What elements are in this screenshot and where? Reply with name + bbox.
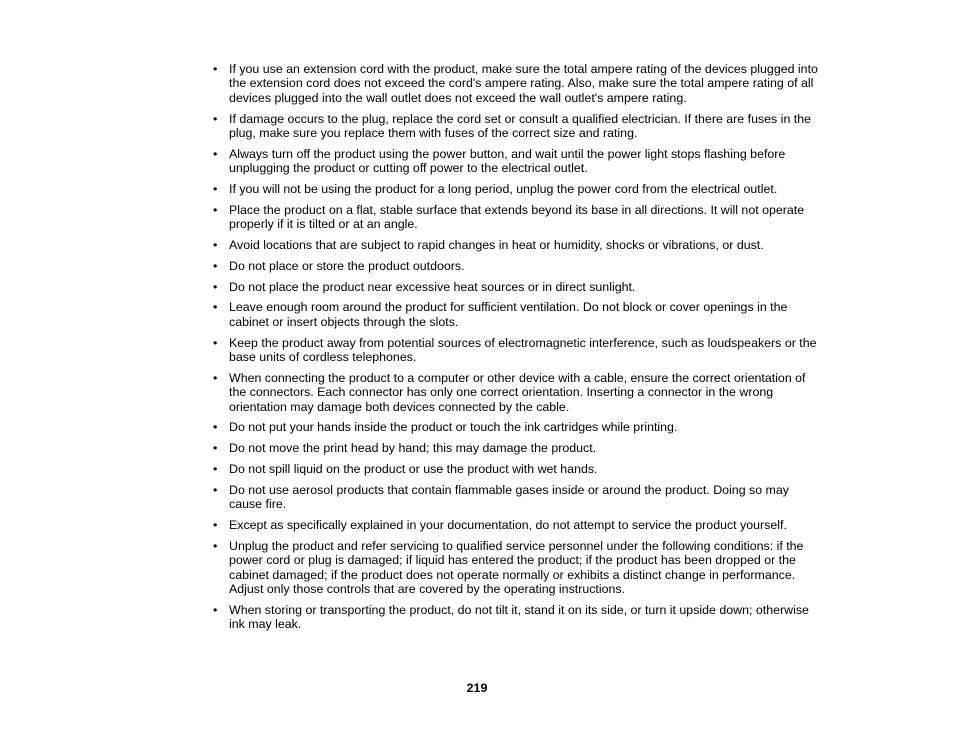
list-item (213, 280, 825, 294)
list-item-text: Do not place the product near excessive heat sources or in direct sunlight. (229, 279, 636, 294)
list-item-text: Keep the product away from potential sources of electromagnetic interference, such as loudspeakers or the base units of cordless telephones. (229, 335, 817, 365)
bullet-glyph: • (213, 420, 218, 435)
list-item-text: If you will not be using the product for a long period, unplug the power cord from the electrical outlet. (229, 182, 778, 197)
list-item (213, 238, 825, 252)
bullet-glyph: • (213, 335, 218, 350)
list-item-text: Avoid locations that are subject to rapid changes in heat or humidity, shocks or vibrations, or dust. (229, 238, 764, 253)
safety-bullet-list (213, 62, 825, 632)
list-item-text: When storing or transporting the product, do not tilt it, stand it on its side, or turn it upside down; otherwise ink may leak. (229, 602, 809, 632)
list-item-text: If damage occurs to the plug, replace the cord set or consult a qualified electrician. If there are fuses in the plug, make sure you replace them with fuses of the correct size and rating. (229, 111, 811, 141)
bullet-glyph: • (213, 602, 218, 617)
list-item-text: Do not move the print head by hand; this may damage the product. (229, 441, 597, 456)
list-item (213, 441, 825, 455)
list-item (213, 300, 825, 329)
bullet-glyph: • (213, 482, 218, 497)
list-item (213, 62, 825, 105)
bullet-glyph: • (213, 441, 218, 456)
list-item-text: Always turn off the product using the power button, and wait until the power light stops flashing before unplugging the product or cutting off power to the electrical outlet. (229, 146, 786, 176)
list-item (213, 462, 825, 476)
bullet-glyph: • (213, 462, 218, 477)
list-item (213, 336, 825, 365)
list-item-text: Place the product on a flat, stable surface that extends beyond its base in all directions. It will not operate properly if it is tilted or at an angle. (229, 202, 805, 232)
list-item (213, 518, 825, 532)
list-item-text: Do not place or store the product outdoors. (229, 258, 465, 273)
page-content (213, 62, 825, 638)
bullet-glyph: • (213, 146, 218, 161)
bullet-glyph: • (213, 370, 218, 385)
list-item-text: Leave enough room around the product for sufficient ventilation. Do not block or cover openings in the cabinet or insert objects through the slots. (229, 300, 788, 329)
bullet-glyph: • (213, 300, 218, 315)
bullet-glyph: • (213, 279, 218, 294)
page-number: 219 (466, 681, 488, 695)
list-item-text: When connecting the product to a computer or other device with a cable, ensure the correct orientation of the connectors. Each connector has only one correct orientation. Inserting a connector in the wrong orientation may damage both devices connected by the cable. (229, 370, 806, 414)
bullet-glyph: • (213, 258, 218, 273)
bullet-glyph: • (213, 182, 218, 197)
bullet-glyph: • (213, 62, 218, 76)
list-item-text: Do not use aerosol products that contain flammable gases inside or around the product. Doing so may cause fire. (229, 482, 789, 512)
list-item-text: Unplug the product and refer servicing to qualified service personnel under the following conditions: if the power cord or plug is damaged; if liquid has entered the product; if the product has been dropped or the cabinet damaged; if the product does not operate normally or exhibits a distinct change in performance. Adjust only those controls that are covered by the operating instructions. (229, 538, 804, 597)
bullet-glyph: • (213, 111, 218, 126)
list-item (213, 483, 825, 512)
bullet-glyph: • (213, 518, 218, 533)
list-item-text: Do not put your hands inside the product or touch the ink cartridges while printing. (229, 420, 678, 435)
list-item (213, 147, 825, 176)
list-item (213, 112, 825, 141)
list-item-text: Do not spill liquid on the product or use the product with wet hands. (229, 462, 598, 477)
bullet-glyph: • (213, 238, 218, 253)
list-item-text: Except as specifically explained in your documentation, do not attempt to service the product yourself. (229, 518, 787, 533)
list-item (213, 603, 825, 632)
list-item (213, 539, 825, 597)
list-item (213, 182, 825, 196)
bullet-glyph: • (213, 202, 218, 217)
list-item (213, 203, 825, 232)
list-item (213, 259, 825, 273)
list-item-text: If you use an extension cord with the product, make sure the total ampere rating of the devices plugged into the extension cord does not exceed the cord's ampere rating. Also, make sure the total ampere rating of all devices plugged into the wall outlet does not exceed the wall outlet's ampere rating. (229, 62, 818, 105)
list-item (213, 420, 825, 434)
bullet-glyph: • (213, 538, 218, 553)
list-item (213, 371, 825, 414)
